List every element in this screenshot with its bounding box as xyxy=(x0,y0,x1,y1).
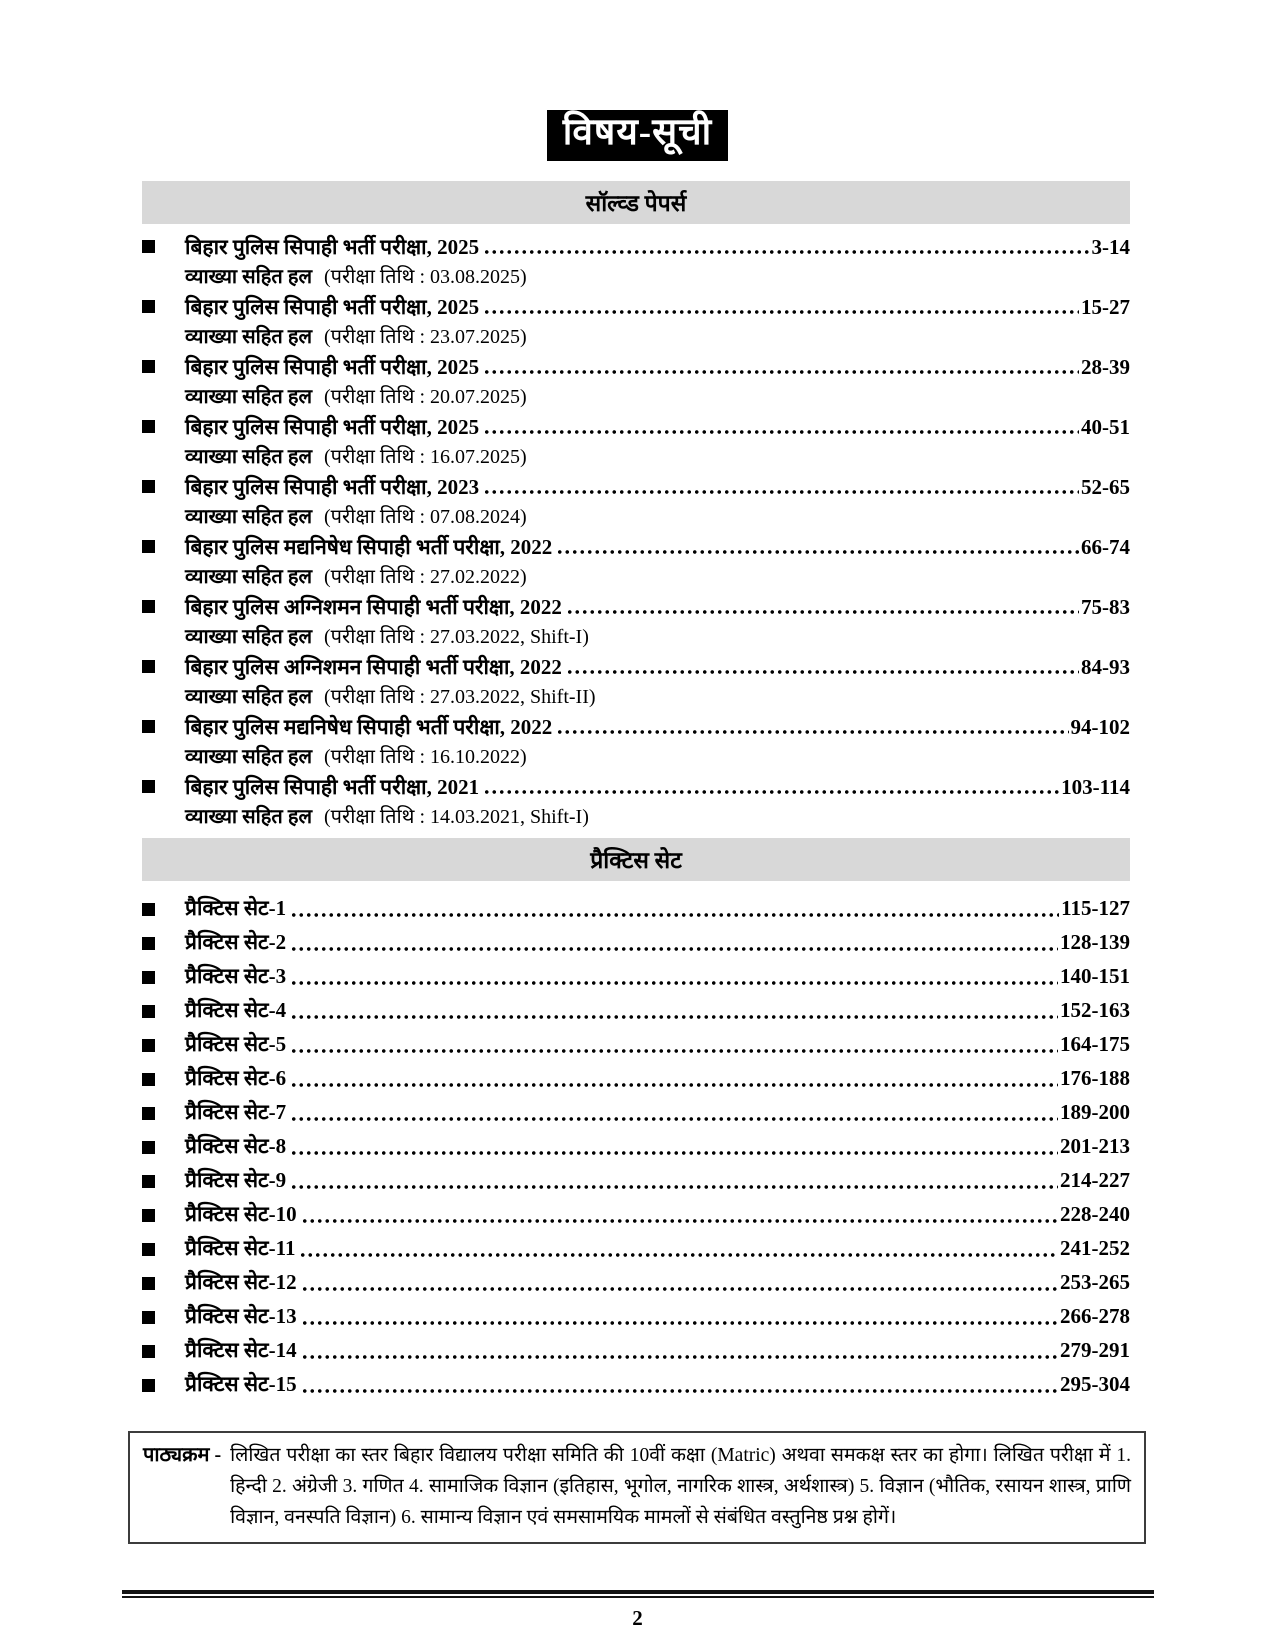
entry-page-range: 66-74 xyxy=(1081,534,1130,559)
square-bullet-icon xyxy=(142,1141,155,1154)
footer-double-rule xyxy=(122,1590,1154,1598)
entry-subtitle: व्याख्या सहित हल xyxy=(185,265,312,288)
dot-leader xyxy=(483,429,1079,435)
entry-page-range: 279-291 xyxy=(1060,1337,1130,1362)
square-bullet-icon xyxy=(142,1107,155,1120)
entry-title: बिहार पुलिस मद्यनिषेध सिपाही भर्ती परीक्षा, 2022 xyxy=(185,714,553,739)
dot-leader xyxy=(483,309,1079,315)
square-bullet-icon xyxy=(142,1345,155,1358)
syllabus-text: लिखित परीक्षा का स्तर बिहार विद्यालय परीक्षा समिति की 10वीं कक्षा (Matric) अथवा समकक्ष स्तर का होगा। लिखित परीक्षा में 1. हिन्दी 2. अंग्रेजी 3. गणित 4. सामाजिक विज्ञान (इतिहास, भूगोल, नागरिक शास्त्र, अर्थशास्त्र) 5. विज्ञान (भौतिक, रसायन शास्त्र, प्राणि विज्ञान, वनस्पति विज्ञान) 6. सामान्य विज्ञान एवं समसामयिक मामलों से संबंधित वस्तुनिष्ठ प्रश्न होगें। xyxy=(230,1444,1131,1528)
entry-title: प्रैक्टिस सेट-5 xyxy=(185,1031,287,1056)
toc-entry-title-row xyxy=(142,592,1130,622)
entry-title: प्रैक्टिस सेट-10 xyxy=(185,1201,297,1226)
toc-entry-subtitle-row xyxy=(185,502,1130,532)
entry-title: प्रैक्टिस सेट-12 xyxy=(185,1269,297,1294)
entry-page-range: 214-227 xyxy=(1060,1167,1130,1192)
entry-page-range: 40-51 xyxy=(1081,414,1130,439)
toc-entry-practice-set xyxy=(142,1097,1130,1131)
toc-entry-practice-set xyxy=(142,1369,1130,1403)
toc-entry-solved-paper xyxy=(142,472,1130,532)
entry-exam-date: (परीक्षा तिथि : 27.03.2022, Shift-I) xyxy=(324,625,589,648)
entry-title: प्रैक्टिस सेट-8 xyxy=(185,1133,287,1158)
toc-entry-practice-set xyxy=(142,1233,1130,1267)
entry-exam-date: (परीक्षा तिथि : 03.08.2025) xyxy=(324,265,527,288)
toc-entry-title-row xyxy=(142,532,1130,562)
entry-page-range: 28-39 xyxy=(1081,354,1130,379)
toc-entry-practice-set xyxy=(142,1131,1130,1165)
toc-entry-practice-set xyxy=(142,1199,1130,1233)
square-bullet-icon xyxy=(142,903,155,916)
toc-entry-subtitle-row xyxy=(185,622,1130,652)
dot-leader xyxy=(290,1082,1058,1088)
dot-leader xyxy=(290,1014,1058,1020)
square-bullet-icon xyxy=(142,540,155,553)
toc-entry-practice-set xyxy=(142,893,1130,927)
square-bullet-icon xyxy=(142,1175,155,1188)
entry-exam-date: (परीक्षा तिथि : 16.07.2025) xyxy=(324,445,527,468)
dot-leader xyxy=(556,729,1068,735)
entry-page-range: 201-213 xyxy=(1060,1133,1130,1158)
entry-subtitle: व्याख्या सहित हल xyxy=(185,505,312,528)
entry-page-range: 295-304 xyxy=(1060,1371,1130,1396)
entry-title: बिहार पुलिस सिपाही भर्ती परीक्षा, 2025 xyxy=(185,354,480,379)
square-bullet-icon xyxy=(142,971,155,984)
entry-title: प्रैक्टिस सेट-3 xyxy=(185,963,287,988)
dot-leader xyxy=(566,669,1079,675)
entry-title: बिहार पुलिस अग्निशमन सिपाही भर्ती परीक्षा, 2022 xyxy=(185,654,562,679)
square-bullet-icon xyxy=(142,420,155,433)
entry-title: प्रैक्टिस सेट-7 xyxy=(185,1099,287,1124)
entry-exam-date: (परीक्षा तिथि : 20.07.2025) xyxy=(324,385,527,408)
toc-entry-solved-paper xyxy=(142,412,1130,472)
entry-subtitle: व्याख्या सहित हल xyxy=(185,685,312,708)
dot-leader xyxy=(483,249,1089,255)
entry-exam-date: (परीक्षा तिथि : 27.02.2022) xyxy=(324,565,527,588)
dot-leader xyxy=(301,1320,1058,1326)
toc-entry-solved-paper xyxy=(142,532,1130,592)
square-bullet-icon xyxy=(142,780,155,793)
dot-leader xyxy=(290,912,1059,918)
entry-page-range: 164-175 xyxy=(1060,1031,1130,1056)
square-bullet-icon xyxy=(142,1039,155,1052)
toc-entry-practice-set xyxy=(142,961,1130,995)
toc-entry-practice-set xyxy=(142,1165,1130,1199)
toc-entry-solved-paper xyxy=(142,232,1130,292)
toc-content xyxy=(142,181,1130,1403)
entry-subtitle: व्याख्या सहित हल xyxy=(185,565,312,588)
toc-entry-solved-paper xyxy=(142,592,1130,652)
toc-entry-subtitle-row xyxy=(185,382,1130,412)
square-bullet-icon xyxy=(142,937,155,950)
entry-title: प्रैक्टिस सेट-14 xyxy=(185,1337,297,1362)
page-number: 2 xyxy=(632,1605,643,1630)
dot-leader xyxy=(566,609,1079,615)
entry-exam-date: (परीक्षा तिथि : 23.07.2025) xyxy=(324,325,527,348)
square-bullet-icon xyxy=(142,1379,155,1392)
dot-leader xyxy=(290,980,1058,986)
entry-page-range: 266-278 xyxy=(1060,1303,1130,1328)
entry-title: बिहार पुलिस अग्निशमन सिपाही भर्ती परीक्षा, 2022 xyxy=(185,594,562,619)
toc-entry-title-row xyxy=(142,292,1130,322)
dot-leader xyxy=(301,1218,1058,1224)
dot-leader xyxy=(301,1354,1058,1360)
toc-entry-practice-set xyxy=(142,995,1130,1029)
entry-title: प्रैक्टिस सेट-13 xyxy=(185,1303,297,1328)
entry-title: बिहार पुलिस सिपाही भर्ती परीक्षा, 2023 xyxy=(185,474,480,499)
square-bullet-icon xyxy=(142,660,155,673)
dot-leader xyxy=(483,489,1079,495)
dot-leader xyxy=(290,1048,1058,1054)
entry-title: प्रैक्टिस सेट-2 xyxy=(185,929,287,954)
entry-page-range: 241-252 xyxy=(1060,1235,1130,1260)
toc-entry-solved-paper xyxy=(142,292,1130,352)
entry-title: प्रैक्टिस सेट-15 xyxy=(185,1371,297,1396)
toc-entry-practice-set xyxy=(142,1267,1130,1301)
dot-leader xyxy=(290,1116,1058,1122)
dot-leader xyxy=(483,789,1059,795)
entry-page-range: 128-139 xyxy=(1060,929,1130,954)
entry-page-range: 176-188 xyxy=(1060,1065,1130,1090)
toc-entry-title-row xyxy=(142,412,1130,442)
toc-entry-subtitle-row xyxy=(185,562,1130,592)
entry-subtitle: व्याख्या सहित हल xyxy=(185,745,312,768)
entry-page-range: 94-102 xyxy=(1070,714,1130,739)
dot-leader xyxy=(290,1150,1058,1156)
toc-entry-practice-set xyxy=(142,1335,1130,1369)
square-bullet-icon xyxy=(142,720,155,733)
entry-title: बिहार पुलिस सिपाही भर्ती परीक्षा, 2021 xyxy=(185,774,480,799)
entry-exam-date: (परीक्षा तिथि : 16.10.2022) xyxy=(324,745,527,768)
entry-page-range: 15-27 xyxy=(1081,294,1130,319)
toc-entry-title-row xyxy=(142,652,1130,682)
entry-title: बिहार पुलिस सिपाही भर्ती परीक्षा, 2025 xyxy=(185,234,480,259)
practice-sets-heading: प्रैक्टिस सेट xyxy=(142,838,1130,881)
entry-exam-date: (परीक्षा तिथि : 07.08.2024) xyxy=(324,505,527,528)
entry-title: प्रैक्टिस सेट-6 xyxy=(185,1065,287,1090)
toc-entry-title-row xyxy=(142,352,1130,382)
toc-entry-solved-paper xyxy=(142,352,1130,412)
square-bullet-icon xyxy=(142,1073,155,1086)
square-bullet-icon xyxy=(142,480,155,493)
square-bullet-icon xyxy=(142,360,155,373)
toc-entry-solved-paper xyxy=(142,652,1130,712)
entry-page-range: 75-83 xyxy=(1081,594,1130,619)
practice-sets-list xyxy=(142,893,1130,1403)
page-title: विषय-सूची xyxy=(547,110,728,161)
entry-exam-date: (परीक्षा तिथि : 27.03.2022, Shift-II) xyxy=(324,685,596,708)
toc-entry-subtitle-row xyxy=(185,442,1130,472)
square-bullet-icon xyxy=(142,1005,155,1018)
toc-entry-practice-set xyxy=(142,927,1130,961)
dot-leader xyxy=(299,1252,1058,1258)
entry-page-range: 152-163 xyxy=(1060,997,1130,1022)
toc-entry-title-row xyxy=(142,772,1130,802)
entry-page-range: 228-240 xyxy=(1060,1201,1130,1226)
toc-entry-solved-paper xyxy=(142,772,1130,832)
toc-entry-practice-set xyxy=(142,1301,1130,1335)
square-bullet-icon xyxy=(142,1243,155,1256)
toc-entry-subtitle-row xyxy=(185,742,1130,772)
entry-page-range: 3-14 xyxy=(1091,234,1130,259)
entry-page-range: 103-114 xyxy=(1061,774,1130,799)
syllabus-label: पाठ्यक्रम - xyxy=(143,1443,222,1466)
solved-papers-heading: सॉल्व्ड पेपर्स xyxy=(142,181,1130,224)
toc-entry-subtitle-row xyxy=(185,262,1130,292)
square-bullet-icon xyxy=(142,1209,155,1222)
syllabus-note-box xyxy=(128,1431,1146,1544)
dot-leader xyxy=(290,1184,1058,1190)
toc-entry-title-row xyxy=(142,232,1130,262)
toc-entry-title-row xyxy=(142,472,1130,502)
entry-title: प्रैक्टिस सेट-11 xyxy=(185,1235,296,1260)
entry-title: बिहार पुलिस सिपाही भर्ती परीक्षा, 2025 xyxy=(185,294,480,319)
toc-entry-subtitle-row xyxy=(185,682,1130,712)
entry-exam-date: (परीक्षा तिथि : 14.03.2021, Shift-I) xyxy=(324,805,589,828)
title-row xyxy=(0,0,1275,161)
entry-page-range: 189-200 xyxy=(1060,1099,1130,1124)
toc-entry-subtitle-row xyxy=(185,322,1130,352)
entry-subtitle: व्याख्या सहित हल xyxy=(185,625,312,648)
dot-leader xyxy=(483,369,1079,375)
square-bullet-icon xyxy=(142,1277,155,1290)
toc-entry-solved-paper xyxy=(142,712,1130,772)
entry-page-range: 140-151 xyxy=(1060,963,1130,988)
entry-title: प्रैक्टिस सेट-1 xyxy=(185,895,287,920)
toc-entry-practice-set xyxy=(142,1029,1130,1063)
dot-leader xyxy=(290,946,1058,952)
entry-page-range: 115-127 xyxy=(1061,895,1130,920)
entry-title: बिहार पुलिस सिपाही भर्ती परीक्षा, 2025 xyxy=(185,414,480,439)
square-bullet-icon xyxy=(142,1311,155,1324)
entry-page-range: 253-265 xyxy=(1060,1269,1130,1294)
toc-entry-practice-set xyxy=(142,1063,1130,1097)
entry-page-range: 84-93 xyxy=(1081,654,1130,679)
dot-leader xyxy=(301,1286,1058,1292)
entry-subtitle: व्याख्या सहित हल xyxy=(185,805,312,828)
toc-entry-subtitle-row xyxy=(185,802,1130,832)
entry-title: बिहार पुलिस मद्यनिषेध सिपाही भर्ती परीक्षा, 2022 xyxy=(185,534,553,559)
solved-papers-list xyxy=(142,232,1130,832)
square-bullet-icon xyxy=(142,300,155,313)
entry-subtitle: व्याख्या सहित हल xyxy=(185,385,312,408)
toc-entry-title-row xyxy=(142,712,1130,742)
dot-leader xyxy=(556,549,1079,555)
entry-title: प्रैक्टिस सेट-9 xyxy=(185,1167,287,1192)
entry-title: प्रैक्टिस सेट-4 xyxy=(185,997,287,1022)
square-bullet-icon xyxy=(142,240,155,253)
square-bullet-icon xyxy=(142,600,155,613)
entry-subtitle: व्याख्या सहित हल xyxy=(185,325,312,348)
dot-leader xyxy=(301,1388,1058,1394)
entry-page-range: 52-65 xyxy=(1081,474,1130,499)
entry-subtitle: व्याख्या सहित हल xyxy=(185,445,312,468)
